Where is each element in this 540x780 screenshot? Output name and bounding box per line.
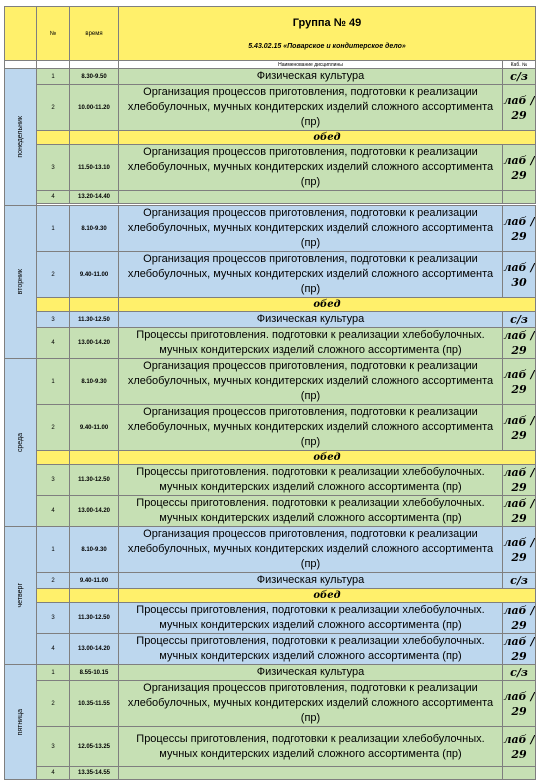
lesson-time: 12.05-13.25 — [70, 727, 119, 767]
room-col-header: Каб. № — [503, 61, 536, 69]
subject-cell: Организация процессов приготовления, подготовки к реализации хлебобулочных, мучных кондитерских изделий сложного ассортимента (пр) — [119, 85, 503, 131]
lesson-number: 3 — [37, 145, 70, 191]
lesson-time: 11.30-12.50 — [70, 465, 119, 496]
group-title: Группа № 49 — [292, 17, 362, 29]
room-cell: лаб / 29 — [503, 497, 535, 525]
subject-cell: Физическая культура — [119, 665, 503, 681]
table-row — [5, 405, 536, 451]
subject-cell: Процессы приготовления, подготовки к реализации хлебобулочных. мучных кондитерских изделий сложного ассортимента (пр) — [119, 634, 503, 665]
lesson-number: 4 — [37, 634, 70, 665]
lunch-label: обед — [119, 589, 536, 603]
lesson-number: 1 — [37, 69, 70, 85]
day-label: пятница — [17, 708, 24, 736]
table-row — [5, 145, 536, 191]
subject-cell — [119, 191, 503, 204]
lesson-number: 3 — [37, 603, 70, 634]
table-row — [5, 634, 536, 665]
room-cell: лаб / 30 — [503, 252, 536, 298]
lesson-time: 13.35-14.55 — [70, 767, 119, 780]
lunch-label: обед — [119, 131, 536, 145]
room-cell: лаб / 29 — [503, 604, 535, 632]
table-row — [5, 359, 536, 405]
lesson-time: 9.40-11.00 — [70, 405, 119, 451]
lunch-row — [5, 589, 536, 603]
day-monday — [5, 69, 37, 206]
room-cell: с/з — [503, 312, 536, 328]
subject-cell: Организация процессов приготовления, подготовки к реализации хлебобулочных, мучных кондитерских изделий сложного ассортимента (пр) — [119, 252, 503, 298]
subject-cell: Организация процессов приготовления, подготовки к реализации хлебобулочных, мучных кондитерских изделий сложного ассортимента (пр) — [119, 681, 503, 727]
day-friday — [5, 665, 37, 780]
lesson-time: 8.10-9.30 — [70, 359, 119, 405]
subheader-row — [5, 61, 536, 69]
table-row — [5, 527, 536, 573]
day-wednesday — [5, 359, 37, 527]
subject-cell: Процессы приготовления, подготовки к реализации хлебобулочных. мучных кондитерских изделий сложного ассортимента (пр) — [119, 603, 503, 634]
room-cell: с/з — [503, 665, 536, 681]
room-cell: лаб / 29 — [503, 206, 536, 252]
subject-cell: Процессы приготовления. подготовки к реализации хлебобулочных. мучных кондитерских изделий сложного ассортимента (пр) — [119, 496, 503, 527]
lunch-row — [5, 131, 536, 145]
day-label: среда — [17, 432, 24, 453]
table-row — [5, 312, 536, 328]
lesson-number: 1 — [37, 665, 70, 681]
table-row — [5, 681, 536, 727]
table-row — [5, 465, 536, 496]
table-row — [5, 191, 536, 204]
lesson-number: 1 — [37, 527, 70, 573]
lunch-label: обед — [119, 451, 536, 465]
subject-cell: Процессы приготовления. подготовки к реализации хлебобулочных. мучных кондитерских изделий сложного ассортимента (пр) — [119, 328, 503, 359]
lesson-number: 2 — [37, 573, 70, 589]
room-cell: лаб / 29 — [503, 727, 536, 767]
room-cell: лаб / 29 — [503, 635, 535, 663]
table-row — [5, 328, 536, 359]
lesson-time: 9.40-11.00 — [70, 573, 119, 589]
lunch-label: обед — [119, 298, 536, 312]
lesson-number: 3 — [37, 727, 70, 767]
table-row — [5, 727, 536, 767]
room-cell: с/з — [503, 573, 536, 589]
lesson-time: 11.30-12.50 — [70, 312, 119, 328]
lesson-time: 13.00-14.20 — [70, 634, 119, 665]
subject-cell: Физическая культура — [119, 69, 503, 85]
lesson-time: 10.35-11.55 — [70, 681, 119, 727]
header-corner — [5, 7, 37, 61]
room-cell: с/з — [503, 69, 536, 85]
lesson-time: 8.30-9.50 — [70, 69, 119, 85]
room-cell: лаб / 29 — [503, 85, 536, 131]
table-row — [5, 85, 536, 131]
header-row — [5, 7, 536, 61]
lesson-time: 13.00-14.20 — [70, 328, 119, 359]
lesson-time: 11.30-12.50 — [70, 603, 119, 634]
room-cell — [503, 191, 536, 204]
lesson-time: 8.10-9.30 — [70, 527, 119, 573]
day-label: понедельник — [17, 116, 24, 158]
lesson-time: 10.00-11.20 — [70, 85, 119, 131]
lesson-number: 4 — [37, 328, 70, 359]
schedule-table — [4, 6, 536, 780]
table-row — [5, 69, 536, 85]
lunch-row — [5, 451, 536, 465]
table-row — [5, 573, 536, 589]
room-cell: лаб / 29 — [503, 466, 535, 494]
discipline-col-header: Наименование дисциплины — [119, 61, 503, 69]
room-cell: лаб / 29 — [503, 329, 535, 357]
lesson-number: 2 — [37, 85, 70, 131]
lesson-number: 4 — [37, 496, 70, 527]
subject-cell: Процессы приготовления, подготовки к реализации хлебобулочных. мучных кондитерских изделий сложного ассортимента (пр) — [119, 727, 503, 767]
time-header: время — [70, 7, 119, 61]
room-cell: лаб / 29 — [503, 359, 536, 405]
lesson-number: 3 — [37, 465, 70, 496]
lesson-number: 4 — [37, 191, 70, 204]
lesson-time: 13.00-14.20 — [70, 496, 119, 527]
subject-cell: Организация процессов приготовления, подготовки к реализации хлебобулочных, мучных кондитерских изделий сложного ассортимента (пр) — [119, 206, 503, 252]
room-cell: лаб / 29 — [503, 405, 536, 451]
day-tuesday — [5, 206, 37, 359]
subject-cell: Организация процессов приготовления, подготовки к реализации хлебобулочных, мучных кондитерских изделий сложного ассортимента (пр) — [119, 359, 503, 405]
lesson-number: 3 — [37, 312, 70, 328]
lesson-number: 1 — [37, 359, 70, 405]
lesson-time: 13.20-14.40 — [70, 191, 119, 204]
lesson-time: 8.55-10.15 — [70, 665, 119, 681]
day-thursday — [5, 527, 37, 665]
room-cell: лаб / 29 — [503, 681, 536, 727]
lesson-time: 9.40-11.00 — [70, 252, 119, 298]
lesson-number: 2 — [37, 405, 70, 451]
subject-cell: Физическая культура — [119, 312, 503, 328]
lesson-time: 11.50-13.10 — [70, 145, 119, 191]
subject-cell: Процессы приготовления. подготовки к реализации хлебобулочных. мучных кондитерских изделий сложного ассортимента (пр) — [119, 465, 503, 496]
lesson-time: 8.10-9.30 — [70, 206, 119, 252]
subject-cell: Физическая культура — [119, 573, 503, 589]
subject-cell: Организация процессов приготовления, подготовки к реализации хлебобулочных, мучных кондитерских изделий сложного ассортимента (пр) — [119, 145, 503, 191]
table-row — [5, 496, 536, 527]
room-cell: лаб / 29 — [503, 527, 536, 573]
day-label: четверг — [17, 583, 24, 608]
num-header: № — [37, 7, 70, 61]
subject-cell: Организация процессов приготовления, подготовки к реализации хлебобулочных, мучных кондитерских изделий сложного ассортимента (пр) — [119, 527, 503, 573]
lesson-number: 1 — [37, 206, 70, 252]
table-row — [5, 767, 536, 780]
table-row — [5, 252, 536, 298]
day-label: вторник — [17, 269, 24, 295]
subject-cell — [119, 767, 503, 780]
table-row — [5, 206, 536, 252]
lesson-number: 4 — [37, 767, 70, 780]
lesson-number: 2 — [37, 681, 70, 727]
table-row — [5, 603, 536, 634]
subject-cell: Организация процессов приготовления, подготовки к реализации хлебобулочных, мучных кондитерских изделий сложного ассортимента (пр) — [119, 405, 503, 451]
lunch-row — [5, 298, 536, 312]
room-cell: лаб / 29 — [503, 145, 536, 191]
group-header — [119, 7, 536, 61]
room-cell — [503, 767, 536, 780]
specialty-label: 5.43.02.15 «Поварское и кондитерское дело» — [248, 43, 406, 50]
table-row — [5, 665, 536, 681]
lesson-number: 2 — [37, 252, 70, 298]
